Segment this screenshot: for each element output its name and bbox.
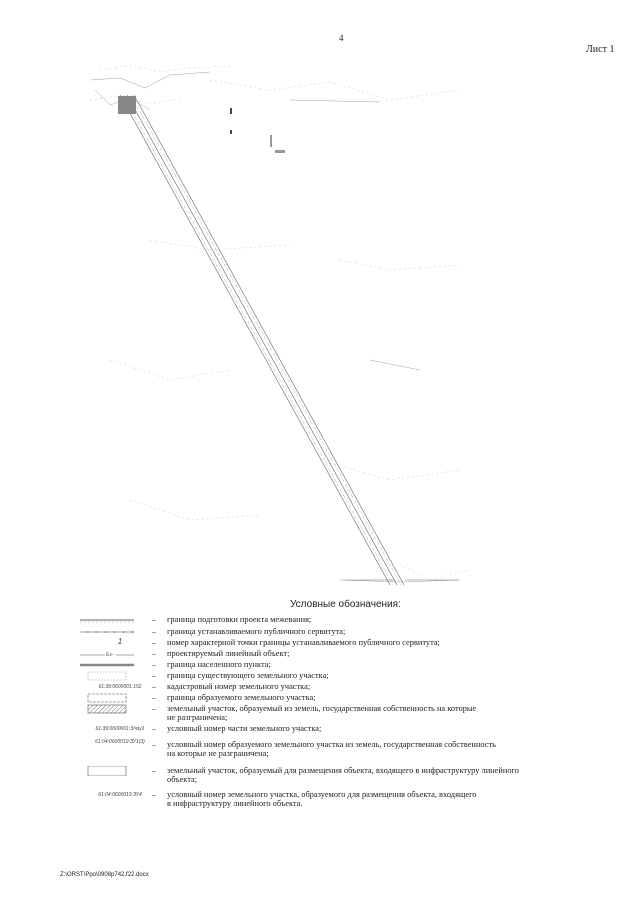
legend-text-cont: на которые не разграничена; xyxy=(167,749,269,758)
legend-text: земельный участок, образуемый для размещения объекта, входящего в инфраструктуру линейного xyxy=(167,766,519,775)
legend-text: номер характерной точки границы устанавливаемого публичного сервитута; xyxy=(167,638,440,647)
survey-map xyxy=(90,60,470,595)
legend-text: граница существующего земельного участка; xyxy=(167,671,329,680)
legend-dash: – xyxy=(152,627,157,636)
legend-text: кадастровый номер земельного участка; xyxy=(167,682,311,691)
legend-text: условный номер части земельного участка; xyxy=(167,724,322,733)
legend-dash: – xyxy=(152,649,157,658)
legend-text: граница устанавливаемого публичного сервитута; xyxy=(167,627,346,636)
infrastructure-parcel-number-symbol: 61:04:0600019:ЗУ4 xyxy=(98,792,142,798)
page-number: 4 xyxy=(339,33,344,43)
planning-boundary-symbol xyxy=(60,615,180,625)
legend-dash: – xyxy=(152,740,157,749)
sheet-label: Лист 1 xyxy=(586,44,615,55)
legend-text: условный номер земельного участка, образуемого для размещения объекта, входящего xyxy=(167,790,477,799)
legend-text: условный номер образуемого земельного участка из земель, государственная собственность xyxy=(167,740,496,749)
legend-dash: – xyxy=(152,724,157,733)
legend-dash: – xyxy=(152,660,157,669)
legend-dash: – xyxy=(152,615,157,624)
new-parcel-boundary-symbol xyxy=(60,693,180,703)
infrastructure-parcel-symbol xyxy=(60,766,180,776)
legend-dash: – xyxy=(152,766,157,775)
legend-text: граница подготовки проекта межевания; xyxy=(167,615,312,624)
legend-dash: – xyxy=(152,682,157,691)
legend-text: проектируемый линейный объект; xyxy=(167,649,290,658)
legend-dash: – xyxy=(152,693,157,702)
part-number-symbol: 61:39:0600001:3/чзу1 xyxy=(95,726,145,732)
legend-dash: – xyxy=(152,638,157,647)
legend-text: граница образуемого земельного участка; xyxy=(167,693,316,702)
cadastral-number-symbol: 61:39:0600001:152 xyxy=(98,684,142,690)
legend-dash: – xyxy=(152,704,157,713)
legend-text-cont: не разграничена; xyxy=(167,713,228,722)
hatched-parcel-symbol xyxy=(60,704,180,714)
legend-text: граница населенного пункта; xyxy=(167,660,271,669)
settlement-boundary-symbol xyxy=(60,660,180,670)
legend-text-cont: в инфраструктуру линейного объекта. xyxy=(167,799,303,808)
legend-dash: – xyxy=(152,671,157,680)
easement-boundary-symbol xyxy=(60,627,180,637)
linear-object-label: Ex- xyxy=(106,652,114,658)
legend-text-cont: объекта; xyxy=(167,775,198,784)
legend-text: земельный участок, образуемый из земель, государственная собственность на которые xyxy=(167,704,477,713)
legend-dash: – xyxy=(152,790,157,799)
footer-file-path: Z:\ORST\Ppo\0908p742.f22.docx xyxy=(60,872,149,878)
existing-parcel-symbol xyxy=(60,671,180,681)
new-parcel-number-symbol: 61:04:0600019:ЗУ1(3) xyxy=(95,739,145,745)
legend-title: Условные обозначения: xyxy=(290,599,401,610)
point-number-symbol: 1 xyxy=(117,637,123,646)
linear-object-symbol xyxy=(60,649,180,659)
